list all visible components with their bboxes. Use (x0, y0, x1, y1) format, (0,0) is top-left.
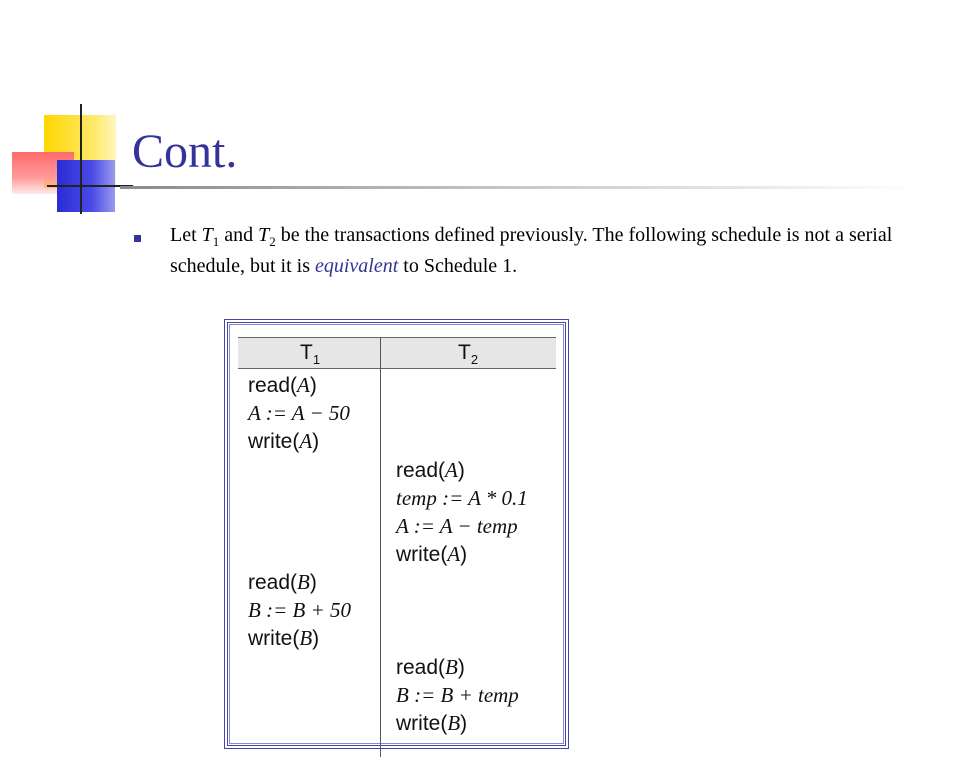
slide-title: Cont. (132, 125, 238, 178)
t2-op-update-a: A := A − temp (396, 514, 518, 538)
t1-op-read-b: read(B) (248, 570, 317, 594)
header-letter: T (458, 341, 471, 364)
header-t2 (458, 338, 478, 375)
transaction-var: T (201, 224, 213, 246)
header-t1 (300, 338, 320, 375)
bullet-text-part: and (219, 224, 259, 246)
t2-op-write-a: write(A) (396, 542, 468, 566)
t1-op-update-a: A := A − 50 (248, 401, 350, 425)
bullet-text-part: be the transactions defined previously. The following schedule is not a serial schedule, but it is (170, 224, 893, 277)
title-ornament-vertical-line (80, 104, 82, 214)
schedule-table (224, 319, 569, 749)
t1-op-update-b: B := B + 50 (248, 598, 351, 622)
bullet-text-part: Let (170, 224, 202, 246)
t2-op-update-b: B := B + temp (396, 683, 519, 707)
emphasized-word: equivalent (314, 255, 399, 277)
t2-op-read-a: read(A) (396, 458, 465, 482)
t1-op-read-a: read(A) (248, 373, 317, 397)
header-subscript: 1 (312, 352, 321, 368)
schedule-header-row (238, 337, 556, 369)
title-underline-rule (120, 186, 920, 189)
t2-op-write-b: write(B) (396, 711, 468, 735)
t1-op-write-a: write(A) (248, 429, 320, 453)
transaction-var: T (258, 224, 270, 246)
transaction-subscript: 2 (269, 234, 276, 249)
bullet-text (170, 220, 914, 282)
bullet-item (134, 220, 914, 282)
transaction-subscript: 1 (212, 234, 220, 249)
square-bullet-icon (134, 235, 141, 242)
bullet-text-part: to Schedule 1. (398, 255, 518, 277)
column-divider (380, 337, 381, 757)
header-subscript: 2 (470, 352, 479, 368)
header-letter: T (300, 341, 313, 364)
t1-op-write-b: write(B) (248, 626, 320, 650)
t2-op-read-b: read(B) (396, 655, 465, 679)
t2-op-temp: temp := A * 0.1 (396, 486, 528, 510)
